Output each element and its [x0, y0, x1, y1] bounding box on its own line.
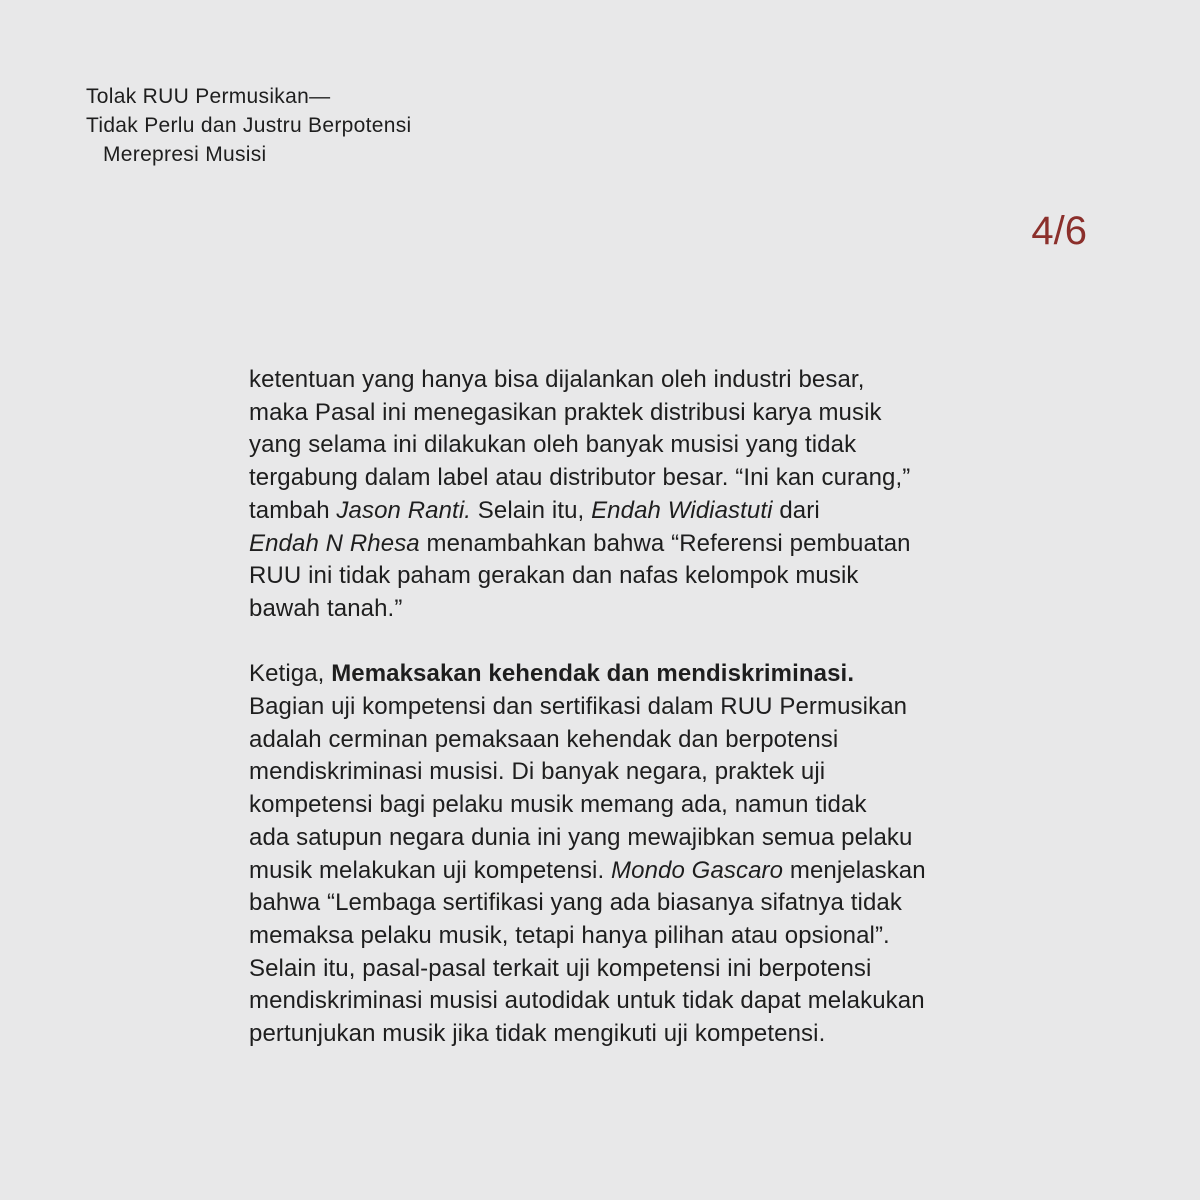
- text-segment: Ketiga,: [249, 660, 332, 688]
- text-segment: tambah: [249, 496, 337, 524]
- text-segment: musik melakukan uji kompetensi.: [249, 856, 612, 884]
- text-line: [249, 528, 1129, 561]
- page-indicator: 4/6: [1031, 209, 1087, 253]
- text-line: bawah tanah.”: [249, 594, 403, 622]
- document-title: [86, 82, 411, 169]
- text-segment: menjelaskan: [783, 856, 926, 884]
- text-line: tergabung dalam label atau distributor besar. “Ini kan curang,”: [249, 464, 911, 492]
- text-line: adalah cerminan pemaksaan kehendak dan berpotensi: [249, 725, 839, 753]
- person-name: Endah Widiastuti: [591, 496, 773, 524]
- person-name: Mondo Gascaro: [611, 856, 784, 884]
- text-line: Selain itu, pasal-pasal terkait uji kompetensi ini berpotensi: [249, 954, 872, 982]
- text-line: [249, 855, 1129, 888]
- band-name: Endah N Rhesa: [249, 529, 420, 557]
- title-line-2: Tidak Perlu dan Justru Berpotensi: [86, 114, 412, 137]
- text-line: RUU ini tidak paham gerakan dan nafas kelompok musik: [249, 562, 859, 590]
- text-line: kompetensi bagi pelaku musik memang ada, namun tidak: [249, 791, 867, 819]
- person-name: Jason Ranti.: [336, 496, 472, 524]
- text-segment: Selain itu,: [471, 496, 592, 524]
- text-line: [249, 495, 1129, 528]
- text-line: [249, 658, 1129, 691]
- title-line-3: Merepresi Musisi: [103, 143, 267, 166]
- text-line: memaksa pelaku musik, tetapi hanya pilihan atau opsional”.: [249, 921, 890, 949]
- text-line: Bagian uji kompetensi dan sertifikasi dalam RUU Permusikan: [249, 693, 908, 721]
- text-line: yang selama ini dilakukan oleh banyak musisi yang tidak: [249, 431, 857, 459]
- text-segment: menambahkan bahwa “Referensi pembuatan: [419, 529, 911, 557]
- section-heading: Memaksakan kehendak dan mendiskriminasi.: [331, 660, 855, 688]
- paragraph-1: [249, 364, 1129, 626]
- text-line: mendiskriminasi musisi. Di banyak negara, praktek uji: [249, 758, 826, 786]
- title-line-1: Tolak RUU Permusikan—: [86, 85, 331, 108]
- text-line: ada satupun negara dunia ini yang mewajibkan semua pelaku: [249, 823, 913, 851]
- text-line: pertunjukan musik jika tidak mengikuti uji kompetensi.: [249, 1020, 826, 1048]
- paragraph-2: [249, 658, 1129, 1050]
- body-text: [249, 364, 1129, 1051]
- text-line: maka Pasal ini menegasikan praktek distribusi karya musik: [249, 398, 882, 426]
- text-segment: dari: [772, 496, 820, 524]
- text-line: mendiskriminasi musisi autodidak untuk tidak dapat melakukan: [249, 987, 925, 1015]
- text-line: bahwa “Lembaga sertifikasi yang ada biasanya sifatnya tidak: [249, 889, 902, 917]
- text-line: ketentuan yang hanya bisa dijalankan oleh industri besar,: [249, 366, 865, 393]
